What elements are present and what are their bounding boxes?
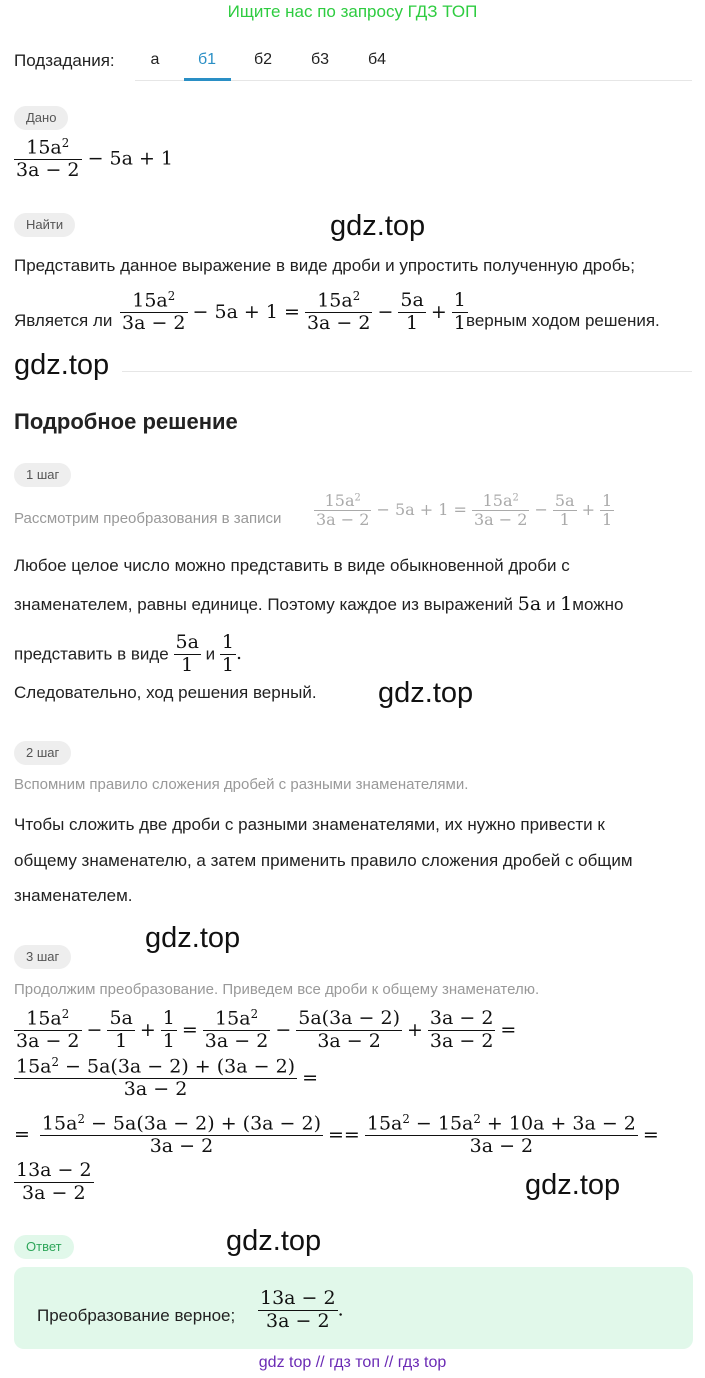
watermark: gdz.top [14,349,110,381]
tab-a[interactable]: а [150,51,160,68]
step2-paragraph: знаменателем. [14,886,133,905]
step1-paragraph: знаменателем, равны единице. Поэтому каждое из выражений 5a и 1можно [14,593,624,615]
step2-hint: Вспомним правило сложения дробей с разными знаменателями. [14,776,469,793]
tab-b3[interactable]: б3 [310,51,330,68]
active-tab-indicator [184,78,231,81]
step2-paragraph: Чтобы сложить две дроби с разными знаменателями, их нужно привести к [14,815,605,834]
find-question-prefix: Является ли [14,311,113,330]
step1-paragraph: Любое целое число можно представить в виде обыкновенной дроби с [14,556,570,575]
step1-paragraph: представить в виде $\frac{5a}{1}$ и $\frac{1}{1}$ . [14,631,243,676]
find-badge: Найти [14,213,75,237]
step1-badge: 1 шаг [14,463,71,487]
find-text: Представить данное выражение в виде дроби и упростить полученную дробь; [14,256,636,275]
watermark: gdz.top [145,922,241,954]
tab-b2[interactable]: б2 [253,51,273,68]
step2-badge: 2 шаг [14,741,71,765]
find-question-expression: $\frac{15a^2}{3a - 2}$ − 5a + 1 = $\frac{15a^2}{3a - 2}$ − $\frac{5a}{1}$ + $\frac{1}{1}$ [122,289,466,335]
step1-conclusion: Следовательно, ход решения верный. [14,683,317,702]
search-banner: Ищите нас по запросу ГДЗ ТОП [227,2,478,21]
step1-hint: Рассмотрим преобразования в записи [14,510,282,527]
solution-heading: Подробное решение [14,409,238,434]
footer-links[interactable]: gdz top // гдз топ // гдз top [258,1354,447,1371]
watermark: gdz.top [525,1169,621,1201]
step3-badge: 3 шаг [14,945,71,969]
step1-hint-expression: $\frac{15a^2}{3a - 2}$ − 5a + 1 = $\frac{15a^2}{3a - 2}$ − $\frac{5a}{1}$ + $\frac{1}{1}$ [316,491,613,530]
step3-equation-line: $\frac{15a^2 - 5a(3a - 2) + (3a - 2)}{3a - 2}$ = [16,1055,319,1101]
section-divider [122,371,692,372]
subtasks-label: Подзадания: [14,51,115,70]
watermark: gdz.top [330,210,426,242]
answer-expression: $\frac{13a - 2}{3a - 2}$ . [260,1287,344,1332]
tab-b1[interactable]: б1 [197,51,217,68]
watermark: gdz.top [226,1225,322,1257]
given-badge: Дано [14,106,68,130]
step2-paragraph: общему знаменателю, а затем применить правило сложения дробей с общим [14,851,633,870]
step3-equation-line: = $\frac{15a^2 - 5a(3a - 2) + (3a - 2)}{3a - 2}$ == $\frac{15a^2 - 15a^2 + 10a + 3a - 2}{3a - 2}$ = [14,1112,659,1158]
answer-badge: Ответ [14,1235,74,1259]
step3-hint: Продолжим преобразование. Приведем все дроби к общему знаменателю. [14,981,540,998]
given-expression: $\frac{15a^2}{3a - 2}$ − 5a + 1 [16,136,174,182]
watermark: gdz.top [378,677,474,709]
step3-equation-line: $\frac{15a^2}{3a - 2}$ − $\frac{5a}{1}$ + $\frac{1}{1}$ = $\frac{15a^2}{3a - 2}$ − $\frac{5a(3a - 2)}{3a - 2}$ + $\frac{3a - 2}{3a - 2}$ = [16,1007,517,1053]
step3-result: $\frac{13a - 2}{3a - 2}$ [16,1159,92,1204]
answer-text: Преобразование верное; [37,1306,236,1325]
tab-b4[interactable]: б4 [367,51,387,68]
find-question-suffix: верным ходом решения. [466,311,660,330]
